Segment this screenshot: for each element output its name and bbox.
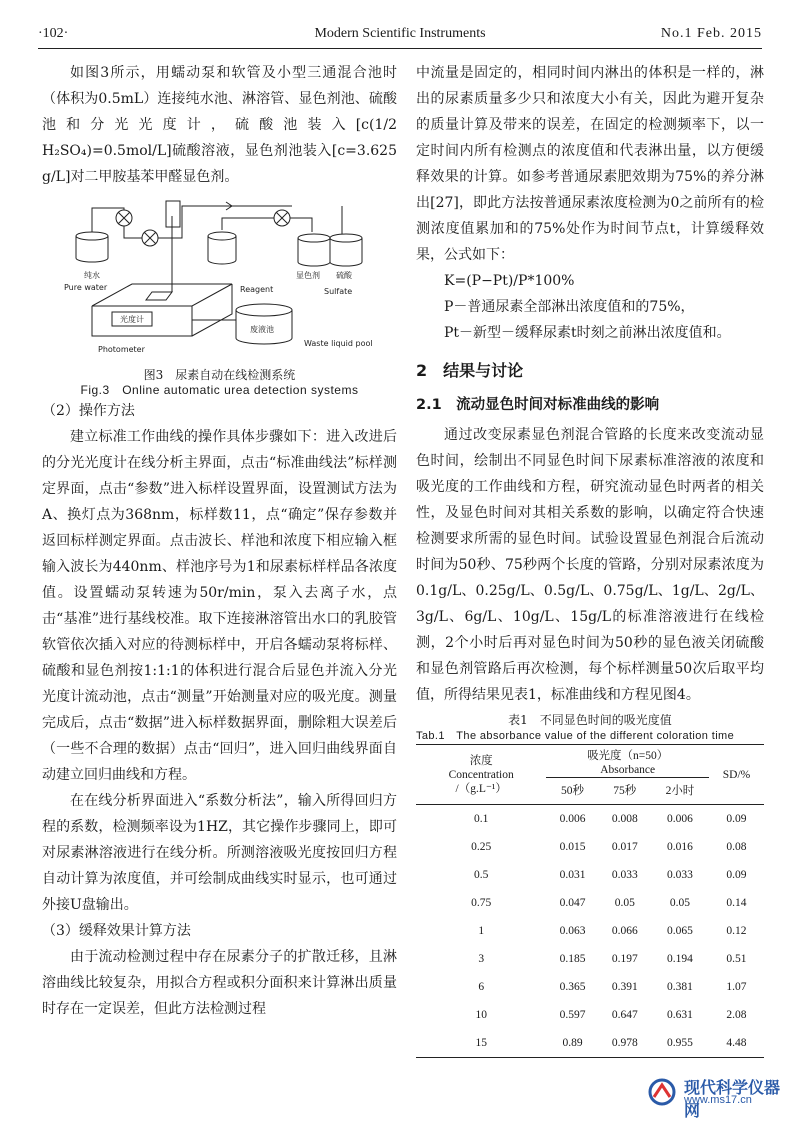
table-row: [416, 861, 764, 889]
table-cell: 0.631: [667, 1009, 693, 1021]
label-sulfate-en: Sulfate: [324, 287, 353, 296]
table-cell: 0.25: [471, 841, 492, 853]
paragraph: 由于流动检测过程中存在尿素分子的扩散迁移，且淋溶曲线比较复杂，用拟合方程或积分面积来计算淋出质量时存在一定误差，但此方法检测过程: [42, 949, 397, 1017]
right-column: [416, 60, 764, 1058]
table-caption-cn: 表1 不同显色时间的吸光度值: [508, 713, 672, 727]
journal-name: Modern Scientific Instruments: [314, 26, 486, 41]
table-cell: 3: [478, 953, 485, 965]
table-cell: 10: [475, 1009, 487, 1021]
table-cell: 0.006: [667, 813, 693, 825]
site-watermark: [642, 1075, 792, 1120]
absorbance-table: [416, 744, 764, 1058]
table-cell: 0.12: [726, 925, 747, 937]
table-cell: 0.08: [726, 841, 747, 853]
label-pure-water-cn: 纯水: [84, 271, 100, 280]
table-cell: 0.063: [559, 925, 586, 937]
table-cell: 0.09: [726, 813, 747, 825]
issue-info: No.1 Feb. 2015: [660, 26, 762, 41]
table-row: [416, 889, 764, 917]
table-cell: 0.033: [611, 869, 638, 881]
table-cell: 2.08: [726, 1009, 747, 1021]
table-cell: 0.14: [726, 897, 747, 909]
paragraph: 如图3所示，用蠕动泵和软管及小型三通混合池时（体积为0.5mL）连接纯水池、淋溶管、显色剂池、硫酸池和分光光度计，硫酸池装入[c(1/2 H₂SO₄)=0.5mol/L]硫酸溶液，显色剂池装入[c=3.625 g/L]对二甲胺基苯甲醛显色剂。: [42, 65, 397, 185]
label-reagent-cn: 显色剂: [296, 271, 320, 280]
left-column: [42, 60, 397, 1022]
label-waste-cn: 废液池: [250, 325, 274, 334]
table-cell: 0.016: [667, 841, 693, 853]
table-cell: 15: [475, 1037, 487, 1049]
table-cell: 0.197: [611, 953, 638, 965]
subheading: （2）操作方法: [42, 403, 135, 419]
label-sulfate-cn: 硫酸: [336, 271, 352, 280]
table-row: [416, 917, 764, 945]
formula: K=(P−Pt)/P*100%: [444, 273, 575, 289]
watermark-text: 现代科学仪器网: [684, 1078, 781, 1120]
table-cell: 0.647: [611, 1009, 638, 1021]
figure-caption-en: Fig.3 Online automatic urea detection systems: [80, 383, 359, 397]
table-cell: 0.09: [726, 869, 747, 881]
table-cell: 0.1: [474, 813, 489, 825]
concentration-header: 浓度 Concentration /（g.L⁻¹）: [416, 745, 546, 805]
table-cell: 6: [478, 981, 485, 993]
table-row: [416, 833, 764, 861]
table-row: [416, 1001, 764, 1029]
section-heading: 2 结果与讨论: [416, 361, 524, 380]
table-cell: 0.51: [726, 953, 747, 965]
table-cell: 0.031: [559, 869, 586, 881]
col-2h: 2小时: [651, 778, 709, 805]
table-cell: 0.006: [559, 813, 586, 825]
absorbance-header: 吸光度（n=50） Absorbance: [546, 745, 709, 778]
label-waste-en: Waste liquid pool: [304, 339, 373, 348]
table-cell: 0.066: [611, 925, 638, 937]
page-number: ·102·: [38, 26, 69, 41]
definition: Pt－新型－缓释尿素t时刻之前淋出浓度值和。: [444, 325, 731, 341]
table-caption-en: Tab.1 The absorbance value of the different coloration time: [416, 730, 735, 742]
paragraph: 通过改变尿素显色剂混合管路的长度来改变流动显色时间，绘制出不同显色时间下尿素标准溶液的浓度和吸光度的工作曲线和方程，研究流动显色时两者的相关性，及显色时间对其相关系数的影响，以确定符合快速检测要求所需的显色时间。试验设置显色剂混合后流动时间为50秒、75秒两个长度的管路，分别对尿素浓度为0.1g/L、0.25g/L、0.5g/L、0.75g/L、1g/L、2g/L、3g/L、6g/L、10g/L、15g/L的标准溶液进行在线检测，2个小时后再对显色时间为50秒的显色液关闭硫酸和显色剂管路后再次检测，每个标样测量50次后取平均值，所得结果见表1，标准曲线和方程见图4。: [416, 427, 764, 703]
table-row: [416, 805, 764, 834]
watermark-logo-icon: [646, 1077, 678, 1107]
subsection-heading: 2.1 流动显色时间对标准曲线的影响: [416, 397, 660, 413]
col-75s: 75秒: [599, 778, 651, 805]
table-row: [416, 1029, 764, 1058]
definition: P－普通尿素全部淋出浓度值和的75%，: [444, 299, 695, 315]
table-caption: [416, 712, 764, 744]
table-cell: 0.033: [667, 869, 693, 881]
table-cell: 0.185: [559, 953, 586, 965]
table-cell: 0.05: [669, 897, 690, 909]
table-cell: 0.391: [611, 981, 638, 993]
label-photometer-en: Photometer: [98, 345, 145, 354]
table-cell: 0.194: [667, 953, 693, 965]
figure-3-diagram: [42, 196, 397, 368]
table-cell: 0.955: [667, 1037, 693, 1049]
running-header: [38, 26, 762, 49]
label-pure-water-en: Pure water: [64, 283, 108, 292]
table-cell: 1.07: [726, 981, 747, 993]
paragraph: 中流量是固定的，相同时间内淋出的体积是一样的，淋出的尿素质量多少只和浓度大小有关，因此为避开复杂的质量计算及带来的误差，在固定的检测频率下，以一定时间内所有检测点的浓度值和代表淋出量，以方便缓释效果的计算。如参考普通尿素肥效期为75%的养分淋出[27]，即此方法按普通尿素浓度检测为0之前所有的检测浓度值累加和的75%处作为时间节点t，计算缓释效果，公式如下：: [416, 65, 764, 263]
table-cell: 0.047: [559, 897, 586, 909]
watermark-url: www.ms17.cn: [684, 1094, 752, 1106]
table-cell: 0.05: [614, 897, 635, 909]
label-photometer-cn: 光度计: [120, 315, 144, 324]
table-cell: 0.015: [559, 841, 586, 853]
col-50s: 50秒: [546, 778, 598, 805]
table-cell: 0.75: [471, 897, 492, 909]
table-cell: 0.017: [611, 841, 638, 853]
table-cell: 0.597: [559, 1009, 586, 1021]
table-cell: 0.381: [667, 981, 693, 993]
table-cell: 4.48: [726, 1037, 747, 1049]
paragraph: 建立标准工作曲线的操作具体步骤如下：进入改进后的分光光度计在线分析主界面，点击“标准曲线法”标样测定界面，点击“参数”进入标样设置界面，设置测试方法为A、换灯点为368nm，标样数11，点“确定”保存参数并返回标样测定界面。点击波长、样池和浓度下相应输入框输入波长为440nm、样池序号为1和尿素标样样品各浓度值。设置蠕动泵转速为50r/min，泵入去离子水，点击“基准”进行基线校准。取下连接淋溶管出水口的乳胶管软管依次插入对应的待测标样中，开启各蠕动泵将标样、硫酸和显色剂按1:1:1的体积进行混合后显色并流入分光光度计流动池，点击“测量”开始测量对应的吸光度。测量完成后，点击“数据”进入标样数据界面，删除粗大误差后（一些不合理的数据）点击“回归”，进入回归曲线界面自动建立回归曲线和方程。: [42, 429, 397, 783]
table-cell: 1: [478, 925, 485, 937]
table-row: [416, 945, 764, 973]
figure-caption: [42, 368, 397, 398]
table-cell: 0.978: [611, 1037, 638, 1049]
label-reagent-en: Reagent: [240, 285, 274, 294]
table-body: [416, 805, 764, 1058]
table-row: [416, 973, 764, 1001]
table-cell: 0.065: [667, 925, 693, 937]
figure-caption-cn: 图3 尿素自动在线检测系统: [143, 368, 296, 382]
table-cell: 0.89: [562, 1037, 583, 1049]
paragraph: 在在线分析界面进入“系数分析法”，输入所得回归方程的系数，检测频率设为1HZ，其它操作步骤同上，即可对尿素淋溶液进行在线分析。所测溶液吸光度按回归方程自动计算为浓度值，并可绘制成曲线实时显示，也可通过外接U盘输出。: [42, 793, 397, 913]
table-cell: 0.008: [611, 813, 638, 825]
system-schematic: [42, 196, 397, 368]
table-cell: 0.365: [559, 981, 586, 993]
table-cell: 0.5: [474, 869, 489, 881]
subheading: （3）缓释效果计算方法: [42, 923, 191, 939]
sd-header: SD/%: [709, 745, 764, 805]
